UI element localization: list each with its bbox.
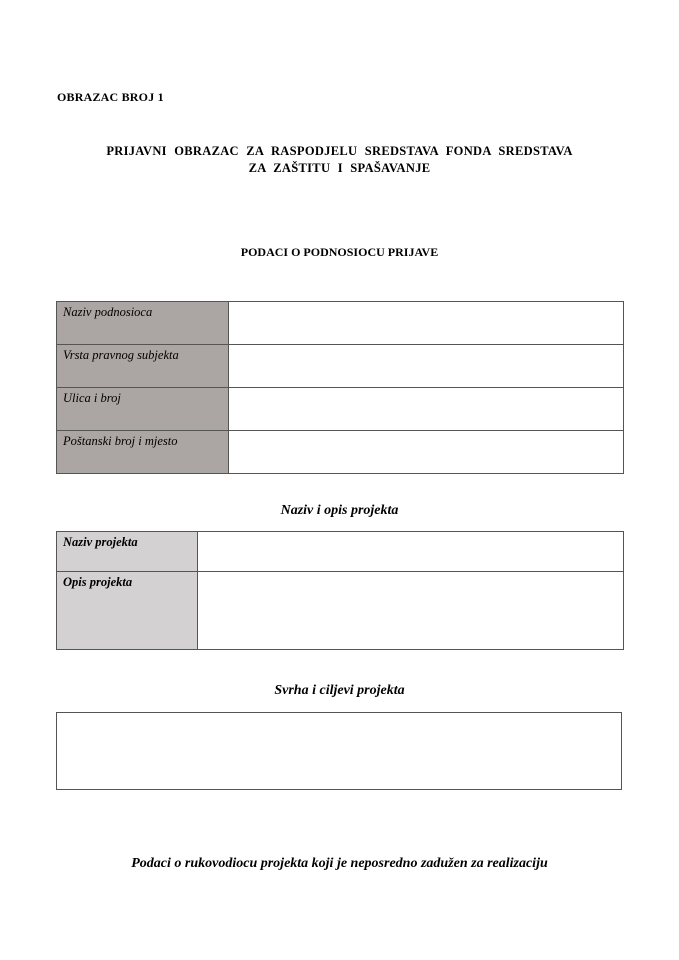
- applicant-table: [56, 301, 624, 474]
- purpose-section-heading: Svrha i ciljevi projekta: [274, 683, 405, 698]
- table-row: [57, 431, 624, 474]
- project-description-field[interactable]: [198, 572, 624, 650]
- project-description-label: Opis projekta: [57, 572, 198, 650]
- project-name-field[interactable]: [198, 532, 624, 572]
- project-leader-heading: Podaci o rukovodiocu projekta koji je neposredno zadužen za realizaciju: [131, 856, 548, 871]
- project-table: [56, 531, 624, 650]
- table-row: [57, 388, 624, 431]
- table-row: [57, 572, 624, 650]
- table-row: [57, 532, 624, 572]
- table-row: [57, 345, 624, 388]
- form-number: OBRAZAC BROJ 1: [57, 90, 164, 104]
- applicant-name-field[interactable]: [229, 302, 624, 345]
- applicant-section-heading: PODACI O PODNOSIOCU PRIJAVE: [240, 245, 439, 259]
- postal-code-city-field[interactable]: [229, 431, 624, 474]
- project-name-label: Naziv projekta: [57, 532, 198, 572]
- postal-code-city-label: Poštanski broj i mjesto: [57, 431, 229, 474]
- form-title-line-1: PRIJAVNI OBRAZAC ZA RASPODJELU SREDSTAVA FONDA SREDSTAVA: [106, 144, 573, 158]
- legal-entity-type-field[interactable]: [229, 345, 624, 388]
- street-number-label: Ulica i broj: [57, 388, 229, 431]
- applicant-name-label: Naziv podnosioca: [57, 302, 229, 345]
- form-title-line-2: ZA ZAŠTITU I SPAŠAVANJE: [248, 161, 431, 175]
- street-number-field[interactable]: [229, 388, 624, 431]
- legal-entity-type-label: Vrsta pravnog subjekta: [57, 345, 229, 388]
- purpose-goals-field[interactable]: [56, 712, 622, 790]
- form-title: [50, 143, 629, 177]
- table-row: [57, 302, 624, 345]
- project-section-heading: Naziv i opis projekta: [280, 503, 399, 518]
